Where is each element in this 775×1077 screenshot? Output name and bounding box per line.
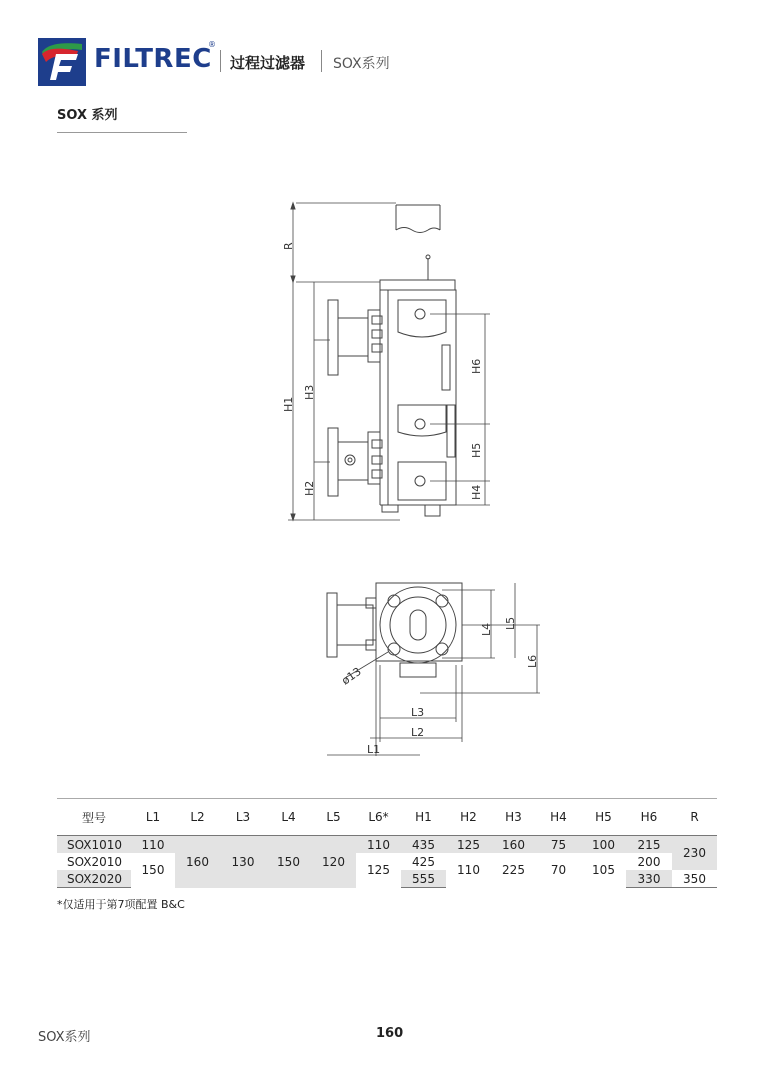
dim-label-l1: L1: [367, 743, 381, 756]
dim-label-l3: L3: [411, 706, 425, 719]
cell-h3: 160: [491, 836, 536, 854]
header-l6: L6*: [356, 799, 401, 836]
table-row: [57, 836, 717, 854]
spec-table: [57, 798, 717, 888]
dim-label-h3: H3: [303, 384, 316, 400]
header-l4: L4: [266, 799, 311, 836]
dim-label-l5: L5: [504, 616, 517, 630]
header-model: 型号: [57, 799, 131, 836]
header-r: R: [672, 799, 717, 836]
cell-h2: 110: [457, 863, 480, 878]
cell-l1: 150: [141, 863, 165, 878]
dim-label-h5: H5: [470, 442, 483, 458]
header-h6: H6: [626, 799, 672, 836]
cell-l4: 150: [266, 836, 311, 888]
cell-h1: 425: [412, 854, 435, 869]
cell-l3: 130: [220, 836, 266, 888]
header-l1: L1: [131, 799, 175, 836]
header-l5: L5: [311, 799, 356, 836]
footer-series: SOX系列: [38, 1030, 91, 1045]
dim-label-h2: H2: [303, 480, 316, 496]
dim-label-r: R: [282, 242, 295, 250]
header-h4: H4: [536, 799, 581, 836]
cell-h5: 100: [581, 836, 626, 854]
brand-name: FILTREC: [94, 44, 212, 74]
section-title: SOX 系列: [57, 108, 118, 123]
cell-l1: 110: [131, 836, 175, 854]
cell-h5: 105: [592, 863, 615, 878]
front-view: [288, 203, 490, 520]
cell-h6: 200: [637, 854, 661, 869]
dim-label-l6: L6: [526, 654, 539, 668]
registered-mark: ®: [208, 40, 216, 49]
header-category: 过程过滤器: [230, 54, 306, 72]
cell-h3: 225: [502, 863, 525, 878]
header-h1: H1: [401, 799, 446, 836]
cell-l2: 160: [175, 836, 220, 888]
cell-l6: 125: [367, 863, 390, 878]
cell-r: 230: [672, 836, 717, 871]
cell-h4: 70: [550, 863, 567, 878]
dim-label-h4: H4: [470, 484, 483, 500]
dim-label-l4: L4: [480, 622, 493, 636]
footnote: *仅适用于第7项配置 B&C: [57, 898, 185, 911]
cell-model: SOX2020: [57, 870, 131, 888]
dim-label-h6: H6: [470, 358, 483, 374]
page-number: 160: [376, 1026, 404, 1041]
cell-h1: 555: [401, 870, 446, 888]
dim-label-hole: ø13: [339, 664, 364, 688]
header-l3: L3: [220, 799, 266, 836]
dim-label-h1: H1: [282, 396, 295, 412]
cell-h6: 330: [626, 870, 672, 888]
table-row: [57, 853, 717, 870]
cell-model: SOX2010: [67, 854, 123, 869]
cell-h1: 435: [401, 836, 446, 854]
table-header-row: [57, 799, 717, 836]
cell-r: 350: [672, 870, 717, 888]
header-h3: H3: [491, 799, 536, 836]
header-series: SOX系列: [333, 56, 390, 72]
header-h2: H2: [446, 799, 491, 836]
cell-h2: 125: [446, 836, 491, 854]
header-h5: H5: [581, 799, 626, 836]
cell-l5: 120: [311, 836, 356, 888]
cell-model: SOX1010: [57, 836, 131, 854]
header-l2: L2: [175, 799, 220, 836]
cell-h4: 75: [536, 836, 581, 854]
cell-h6: 215: [626, 836, 672, 854]
dim-label-l2: L2: [411, 726, 425, 739]
cell-l6: 110: [356, 836, 401, 854]
